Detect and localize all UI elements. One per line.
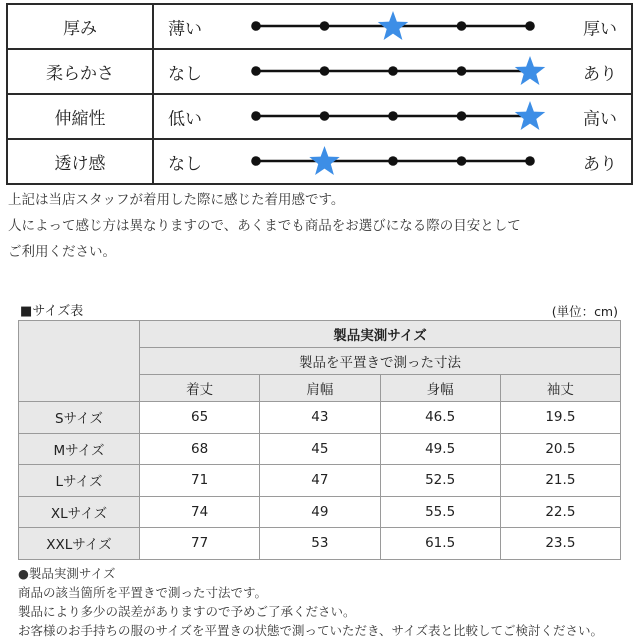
table-row: [19, 433, 621, 465]
size-column-header: 肩幅: [260, 375, 380, 402]
size-table-unit: (単位：cm): [551, 304, 618, 319]
feel-scale-cell: [153, 49, 632, 94]
feel-label: 伸縮性: [7, 94, 153, 139]
size-header-sub: 製品を平置きで測った寸法: [140, 348, 621, 375]
feel-row: [7, 94, 632, 139]
size-column-header: 身幅: [380, 375, 500, 402]
scale-track: [154, 140, 635, 185]
selected-star-icon: [309, 146, 339, 175]
scale-dot: [388, 66, 398, 76]
footer-note-4: お客様のお手持ちの服のサイズを平置きの状態で測っていただき、サイズ表と比較してご検討ください。: [18, 623, 604, 638]
note-line-1: 上記は当店スタッフが着用した際に感じた着用感です。: [8, 192, 345, 208]
scale-dot: [525, 156, 535, 166]
scale-dot: [251, 21, 261, 31]
scale-dot: [251, 111, 261, 121]
size-cell: 46.5: [380, 402, 500, 434]
scale-high-label: 厚い: [583, 19, 617, 39]
size-cell: 43: [260, 402, 380, 434]
note-line-2: 人によって感じ方は異なりますので、あくまでも商品をお選びになる際の目安として: [8, 218, 521, 234]
size-cell: 53: [260, 528, 380, 560]
scale-low-label: なし: [168, 154, 202, 174]
footer-note-1: ●製品実測サイズ: [18, 566, 116, 581]
scale-dot: [320, 111, 330, 121]
table-row: [19, 528, 621, 560]
size-cell: 65: [140, 402, 260, 434]
size-column-header: 袖丈: [500, 375, 620, 402]
feel-label: 透け感: [7, 139, 153, 184]
scale-dot: [457, 21, 467, 31]
table-row: [19, 402, 621, 434]
size-row-label: XLサイズ: [19, 496, 140, 528]
size-header-corner: [19, 321, 140, 402]
size-cell: 61.5: [380, 528, 500, 560]
size-cell: 19.5: [500, 402, 620, 434]
scale-track: [154, 50, 635, 95]
feel-scale-cell: [153, 94, 632, 139]
size-cell: 49.5: [380, 433, 500, 465]
scale-dot: [525, 21, 535, 31]
size-cell: 22.5: [500, 496, 620, 528]
table-row: [19, 465, 621, 497]
selected-star-icon: [515, 101, 545, 130]
feel-scale-table: [6, 3, 633, 185]
size-table: [18, 320, 621, 560]
size-header-main: 製品実測サイズ: [140, 321, 621, 348]
size-row-label: Sサイズ: [19, 402, 140, 434]
size-cell: 71: [140, 465, 260, 497]
scale-high-label: あり: [583, 154, 617, 174]
scale-dot: [251, 156, 261, 166]
scale-dot: [320, 21, 330, 31]
size-row-label: Lサイズ: [19, 465, 140, 497]
scale-dot: [457, 156, 467, 166]
size-table-title: ■サイズ表: [20, 304, 84, 319]
size-cell: 77: [140, 528, 260, 560]
scale-dot: [251, 66, 261, 76]
selected-star-icon: [378, 11, 408, 40]
size-row-label: Mサイズ: [19, 433, 140, 465]
feel-row: [7, 4, 632, 49]
feel-row: [7, 139, 632, 184]
footer-note-3: 製品により多少の誤差がありますので予めご了承ください。: [18, 604, 356, 619]
feel-label: 柔らかさ: [7, 49, 153, 94]
scale-high-label: 高い: [583, 109, 617, 129]
size-cell: 55.5: [380, 496, 500, 528]
feel-row: [7, 49, 632, 94]
size-cell: 68: [140, 433, 260, 465]
size-cell: 21.5: [500, 465, 620, 497]
feel-scale-cell: [153, 4, 632, 49]
scale-dot: [388, 156, 398, 166]
scale-low-label: なし: [168, 64, 202, 84]
size-cell: 20.5: [500, 433, 620, 465]
size-cell: 74: [140, 496, 260, 528]
scale-low-label: 薄い: [168, 19, 202, 39]
scale-track: [154, 5, 635, 50]
scale-dot: [457, 66, 467, 76]
size-cell: 47: [260, 465, 380, 497]
size-cell: 52.5: [380, 465, 500, 497]
size-cell: 49: [260, 496, 380, 528]
note-line-3: ご利用ください。: [8, 244, 116, 260]
feel-scale-cell: [153, 139, 632, 184]
scale-track: [154, 95, 635, 140]
scale-dot: [320, 66, 330, 76]
table-row: [19, 496, 621, 528]
scale-low-label: 低い: [168, 109, 202, 129]
scale-dot: [388, 111, 398, 121]
size-cell: 23.5: [500, 528, 620, 560]
size-row-label: XXLサイズ: [19, 528, 140, 560]
size-cell: 45: [260, 433, 380, 465]
footer-note-2: 商品の該当箇所を平置きで測った寸法です。: [18, 585, 268, 600]
scale-high-label: あり: [583, 64, 617, 84]
selected-star-icon: [515, 56, 545, 85]
size-column-header: 着丈: [140, 375, 260, 402]
feel-label: 厚み: [7, 4, 153, 49]
scale-dot: [457, 111, 467, 121]
